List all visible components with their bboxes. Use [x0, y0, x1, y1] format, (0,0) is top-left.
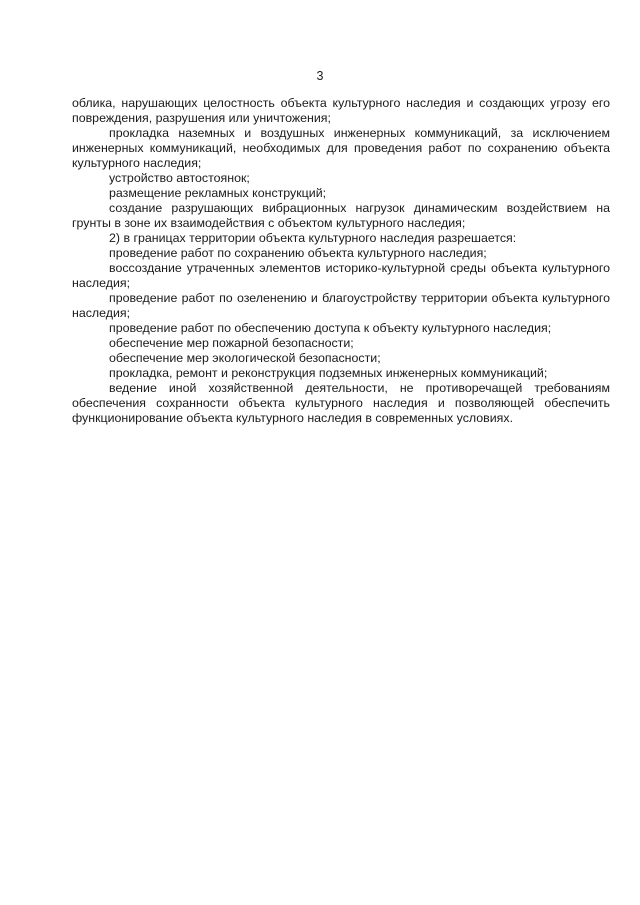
paragraph-10: проведение работ по обеспечению доступа к объекту культурного наследия;	[109, 321, 552, 335]
paragraph-13: прокладка, ремонт и реконструкция подземных инженерных коммуникаций;	[109, 366, 548, 380]
paragraph-8: воссоздание утраченных элементов историко-культурной среды объекта культурного наследия;	[72, 261, 610, 290]
paragraph-3: устройство автостоянок;	[109, 171, 250, 185]
paragraph-11: обеспечение мер пожарной безопасности;	[109, 336, 354, 350]
paragraph-14: ведение иной хозяйственной деятельности, не противоречащей требованиям обеспечения сохранности объекта культурного наследия и позволяющей обеспечить функционирование объекта культурного наследия в современных условиях.	[72, 381, 610, 425]
paragraph-4: размещение рекламных конструкций;	[109, 186, 327, 200]
paragraph-5: создание разрушающих вибрационных нагрузок динамическим воздействием на грунты в зоне их взаимодействия с объектом культурного наследия;	[72, 201, 610, 230]
document-body	[72, 96, 610, 426]
paragraph-9: проведение работ по озеленению и благоустройству территории объекта культурного наследия;	[72, 291, 610, 320]
paragraph-12: обеспечение мер экологической безопасности;	[109, 351, 381, 365]
paragraph-2: прокладка наземных и воздушных инженерных коммуникаций, за исключением инженерных коммуникаций, необходимых для проведения работ по сохранению объекта культурного наследия;	[72, 126, 610, 170]
paragraph-6: 2) в границах территории объекта культурного наследия разрешается:	[109, 231, 517, 245]
paragraph-1: облика, нарушающих целостность объекта культурного наследия и создающих угрозу его повреждения, разрушения или уничтожения;	[72, 96, 610, 125]
paragraph-7: проведение работ по сохранению объекта культурного наследия;	[109, 246, 487, 260]
page-number: 3	[316, 69, 324, 83]
